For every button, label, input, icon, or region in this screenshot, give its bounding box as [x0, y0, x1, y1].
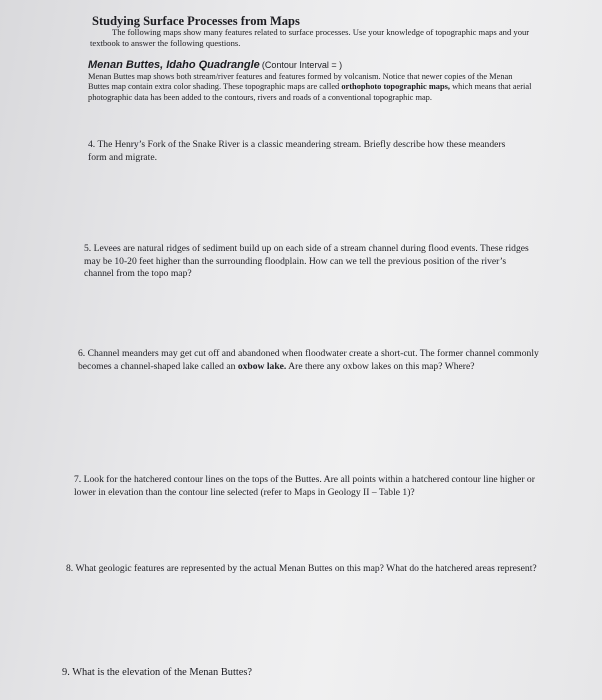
question-text: What geologic features are represented by the actual Menan Buttes on this map? What do the hatchered areas represent? [75, 563, 537, 574]
question-number: 8. [66, 563, 74, 574]
question-number: 7. [74, 474, 82, 485]
question-7 [74, 474, 552, 499]
question-6 [78, 348, 540, 373]
question-5 [84, 243, 534, 281]
menan-text-2: which means that aerial photographic data has been added to the contours, rivers and roads of a conventional topographic map. [88, 82, 532, 102]
question-text: The Henry’s Fork of the Snake River is a classic meandering stream. Briefly describe how these meanders form and migrate. [88, 139, 506, 163]
question-4 [88, 139, 518, 164]
question-9 [62, 667, 362, 680]
oxbow-lake-term: oxbow lake. [237, 360, 287, 372]
question-number: 5. [84, 243, 92, 254]
question-8 [66, 563, 552, 576]
worksheet-title: Studying Surface Processes from Maps [92, 14, 300, 28]
question-number: 6. [78, 348, 86, 359]
question-text: Levees are natural ridges of sediment build up on each side of a stream channel during flood events. These ridges may be 10-20 feet higher than the surrounding floodplain. How can we tell the previous position of the river’s channel from the topo map? [84, 243, 529, 280]
contour-interval-label: (Contour Interval = ) [261, 60, 343, 70]
menan-heading: Menan Buttes, Idaho Quadrangle [88, 59, 260, 71]
question-number: 9. [62, 667, 70, 678]
menan-text-1: Menan Buttes map shows both stream/river features and features formed by volcanism. Notice that newer copies of the Menan Buttes map contain extra color shading. These topographic maps are called [88, 71, 513, 91]
question-text: Look for the hatchered contour lines on the tops of the Buttes. Are all points within a hatchered contour line higher or lower in elevation than the contour line selected (refer to Maps in Geology II – Table 1)? [74, 474, 535, 498]
question-number: 4. [88, 139, 96, 150]
worksheet-intro: The following maps show many features related to surface processes. Use your knowledge of topographic maps and your textbook to answer the following questions. [90, 27, 530, 48]
question-text: What is the elevation of the Menan Buttes? [72, 667, 252, 678]
question-text: Channel meanders may get cut off and abandoned when floodwater create a short-cut. The former channel commonly becomes a channel-shaped lake called an [78, 348, 539, 372]
orthophoto-term: orthophoto topographic maps, [341, 82, 450, 91]
question-text-after: Are there any oxbow lakes on this map? Where? [288, 360, 475, 372]
menan-buttes-section [88, 60, 533, 103]
